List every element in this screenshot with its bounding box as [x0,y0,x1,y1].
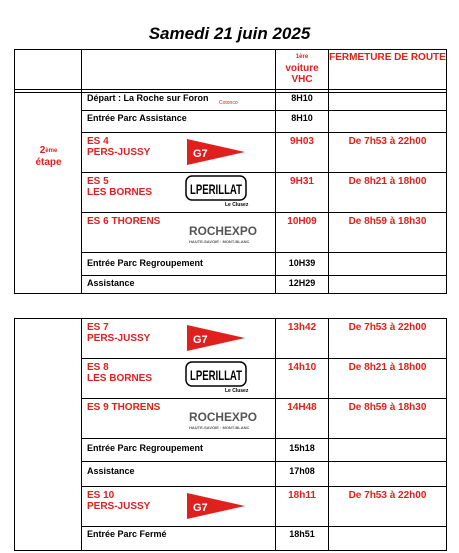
row-label: Entrée Parc Regroupement [82,439,276,462]
row-time: 10H09 [276,213,329,253]
row-closure: De 8h21 à 18h00 [329,173,447,213]
row-label: Entrée Parc Fermé [82,527,276,551]
row-time: 10H39 [276,253,329,276]
row-label: Départ : La Roche sur Foron [87,93,209,103]
row-closure: De 8h59 à 18h30 [329,399,447,439]
row-closure: De 8h21 à 18h00 [329,359,447,399]
row-closure: De 7h53 à 22h00 [329,487,447,527]
row-closure: De 8h59 à 18h30 [329,213,447,253]
fermeture-header: FERMETURE DE ROUTE [329,50,447,90]
svg-text:Le Clusez: Le Clusez [225,388,249,394]
etape-sup: ème [45,148,58,154]
row-time: 17h08 [276,462,329,487]
schedule-table-2 [14,318,447,551]
row-label: Assistance [82,462,276,487]
schedule-table-1 [14,49,447,294]
svg-text:G7: G7 [193,502,208,514]
es-location: LES BORNES [87,187,153,198]
header-row [15,50,447,90]
voiture-header: voiture VHC [285,63,319,85]
es-title: ES 9 THORENS [87,402,161,413]
svg-text:HAUTE-SAVOIE · MONT-BLANC: HAUTE-SAVOIE · MONT-BLANC [189,239,250,244]
rochexpo-logo [189,221,257,245]
table-row [15,93,447,111]
row-time: 8H10 [276,111,329,133]
g7-logo [187,323,245,353]
page-title: Samedi 21 juin 2025 [148,24,311,43]
svg-text:LPERILLAT: LPERILLAT [190,181,243,197]
row-closure: De 7h53 à 22h00 [329,133,447,173]
row-label: Entrée Parc Regroupement [82,253,276,276]
etape-label: étape [35,157,62,168]
row-time: 14h10 [276,359,329,399]
row-time: 18h51 [276,527,329,551]
svg-text:HAUTE-SAVOIE · MONT-BLANC: HAUTE-SAVOIE · MONT-BLANC [189,425,250,430]
svg-text:G7: G7 [193,148,208,160]
es-location: PERS-JUSSY [87,501,151,512]
svg-text:LPERILLAT: LPERILLAT [190,367,243,383]
es-title: ES 4 [87,136,109,147]
svg-text:ROCHEXPO: ROCHEXPO [189,224,257,238]
rochexpo-logo [189,407,257,431]
svg-text:ROCHEXPO: ROCHEXPO [189,410,257,424]
row-label: Entrée Parc Assistance [82,111,276,133]
g7-logo [187,491,245,521]
lperillat-logo [185,361,247,393]
lperillat-logo [185,175,247,207]
es-title: ES 5 [87,176,109,187]
etape-cell [15,93,82,294]
row-closure: De 7h53 à 22h00 [329,319,447,359]
row-time: 9H03 [276,133,329,173]
row-time: 12H29 [276,276,329,294]
row-time: 8H10 [276,93,329,111]
svg-text:G7: G7 [193,334,208,346]
es-location: PERS-JUSSY [87,147,151,158]
row-label: Assistance [82,276,276,294]
es-location: LES BORNES [87,373,153,384]
es-location: PERS-JUSSY [87,333,151,344]
row-time: 13h42 [276,319,329,359]
es-title: ES 10 [87,490,115,501]
g7-logo [187,137,245,167]
table-row-special [15,319,447,359]
row-time: 9H31 [276,173,329,213]
row-time: 14H48 [276,399,329,439]
es-title: ES 8 [87,362,109,373]
svg-text:Le Clusez: Le Clusez [225,202,249,208]
es-title: ES 6 THORENS [87,216,161,227]
es-title: ES 7 [87,322,109,333]
etape-number: 2 [39,145,46,156]
row-time: 18h11 [276,487,329,527]
row-time: 15h18 [276,439,329,462]
voiture-sup: 1ère [295,54,309,60]
row-sublabel: Cotonco [219,100,238,106]
